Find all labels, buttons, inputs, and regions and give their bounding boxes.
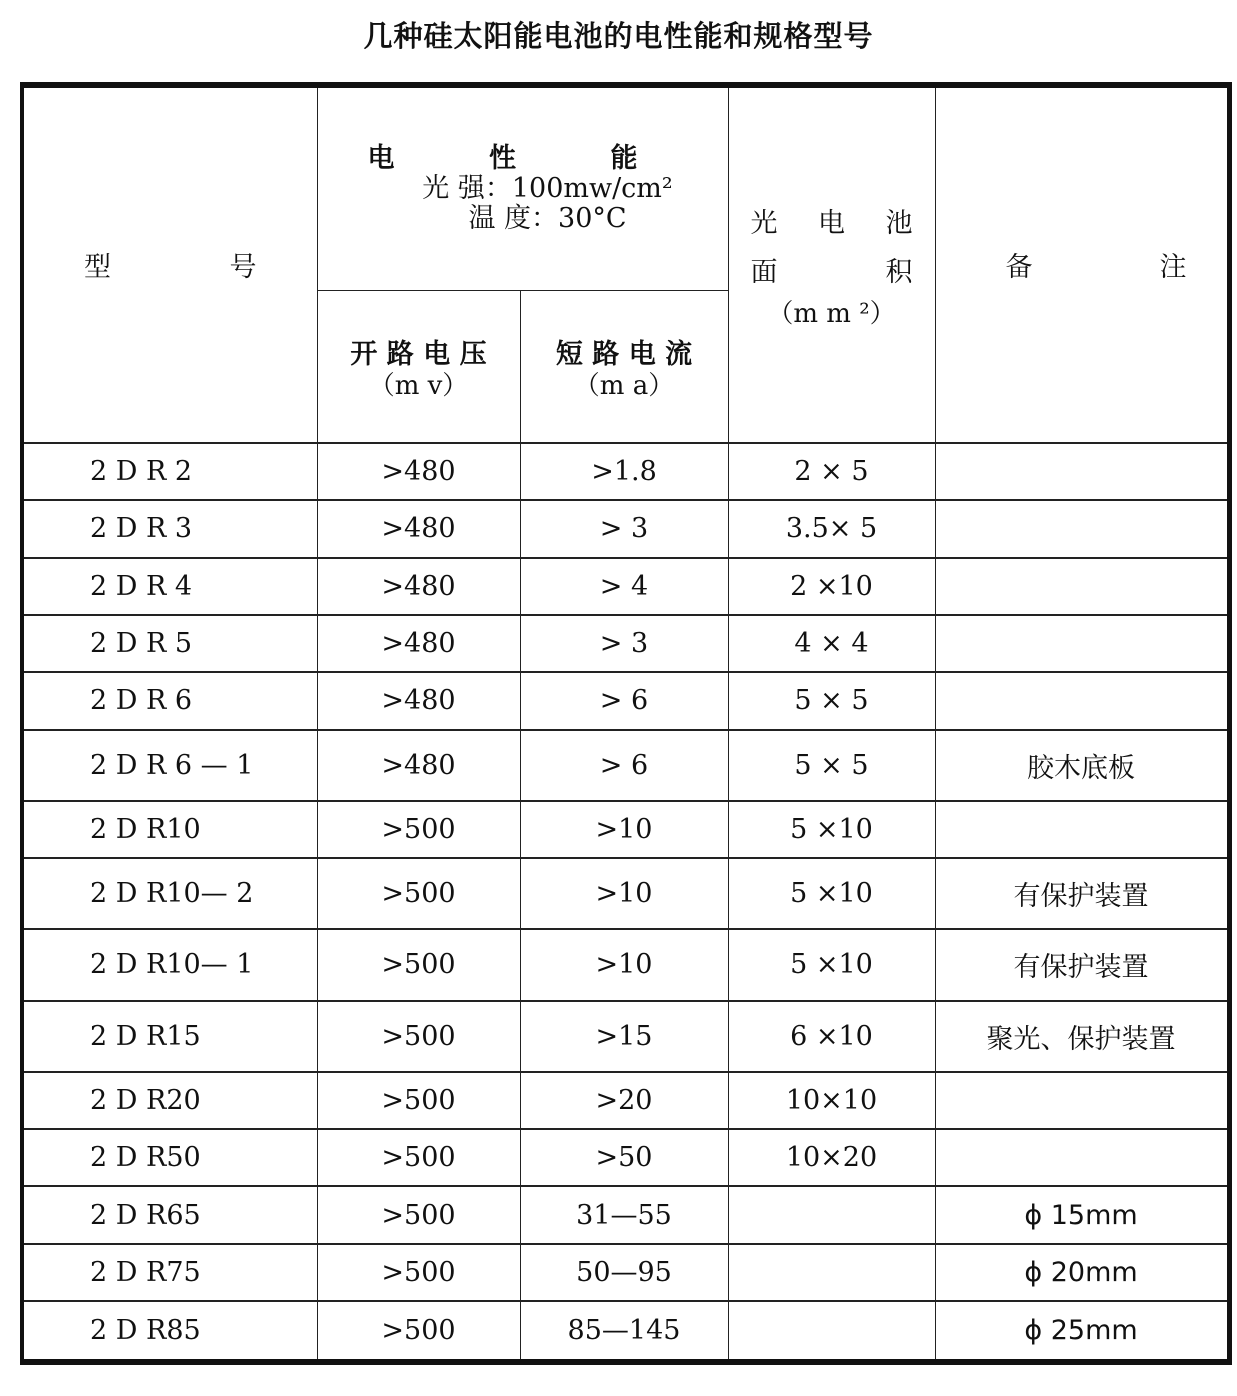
table-row (22, 500, 1229, 557)
cell-model: 2 D R15 (22, 1001, 317, 1072)
table-row (22, 929, 1229, 1000)
table-row (22, 1244, 1229, 1301)
cell-remark: 有保护装置 (935, 858, 1229, 929)
cell-open-circuit-voltage: >500 (317, 929, 520, 1000)
cell-remark (935, 1072, 1229, 1129)
header-row-1 (22, 85, 1229, 290)
header-electrical-performance (317, 85, 728, 290)
header-short-circuit-current: 短 路 电 流 （m a） (520, 290, 728, 443)
cell-open-circuit-voltage: >500 (317, 1129, 520, 1186)
cell-area (728, 1186, 935, 1243)
cell-area: 6 ×10 (728, 1001, 935, 1072)
table-row (22, 858, 1229, 929)
cell-open-circuit-voltage: >480 (317, 558, 520, 615)
cell-open-circuit-voltage: >500 (317, 1244, 520, 1301)
cell-remark (935, 615, 1229, 672)
cell-remark: ϕ 15mm (935, 1186, 1229, 1243)
header-remarks: 备 注 (935, 85, 1229, 443)
cell-open-circuit-voltage: >500 (317, 1001, 520, 1072)
cell-short-circuit-current: 85—145 (520, 1301, 728, 1362)
cell-area: 3.5× 5 (728, 500, 935, 557)
table-row (22, 1001, 1229, 1072)
cell-short-circuit-current: >20 (520, 1072, 728, 1129)
header-model: 型 号 (22, 85, 317, 443)
cell-area: 10×20 (728, 1129, 935, 1186)
cell-open-circuit-voltage: >500 (317, 1301, 520, 1362)
cell-model: 2 D R 4 (22, 558, 317, 615)
cell-short-circuit-current: > 6 (520, 730, 728, 801)
cell-remark (935, 801, 1229, 858)
cell-remark: 有保护装置 (935, 929, 1229, 1000)
cell-area: 2 × 5 (728, 443, 935, 500)
cell-open-circuit-voltage: >500 (317, 801, 520, 858)
cell-remark (935, 1129, 1229, 1186)
cell-short-circuit-current: >10 (520, 929, 728, 1000)
cell-model: 2 D R 2 (22, 443, 317, 500)
cell-short-circuit-current: >10 (520, 801, 728, 858)
cell-area (728, 1301, 935, 1362)
table-row (22, 730, 1229, 801)
cell-model: 2 D R85 (22, 1301, 317, 1362)
table-row (22, 1186, 1229, 1243)
cell-open-circuit-voltage: >480 (317, 500, 520, 557)
cell-remark: 聚光、保护装置 (935, 1001, 1229, 1072)
header-temperature: 温 度：30°C (468, 202, 627, 234)
cell-short-circuit-current: >1.8 (520, 443, 728, 500)
table-title: 几种硅太阳能电池的电性能和规格型号 (363, 19, 874, 53)
cell-short-circuit-current: 31—55 (520, 1186, 728, 1243)
cell-short-circuit-current: > 3 (520, 615, 728, 672)
cell-open-circuit-voltage: >480 (317, 615, 520, 672)
cell-area: 5 ×10 (728, 858, 935, 929)
table-row (22, 1072, 1229, 1129)
table-row (22, 1301, 1229, 1362)
cell-open-circuit-voltage: >500 (317, 1072, 520, 1129)
cell-model: 2 D R 6 (22, 672, 317, 729)
cell-model: 2 D R50 (22, 1129, 317, 1186)
cell-remark (935, 500, 1229, 557)
header-open-circuit-voltage: 开 路 电 压 （m v） (317, 290, 520, 443)
cell-model: 2 D R10— 2 (22, 858, 317, 929)
cell-area: 2 ×10 (728, 558, 935, 615)
cell-model: 2 D R10 (22, 801, 317, 858)
cell-short-circuit-current: 50—95 (520, 1244, 728, 1301)
cell-area (728, 1244, 935, 1301)
table-row (22, 801, 1229, 858)
cell-model: 2 D R 5 (22, 615, 317, 672)
table-row (22, 1129, 1229, 1186)
cell-remark (935, 443, 1229, 500)
cell-open-circuit-voltage: >480 (317, 443, 520, 500)
cell-model: 2 D R75 (22, 1244, 317, 1301)
cell-short-circuit-current: >10 (520, 858, 728, 929)
cell-area: 5 ×10 (728, 801, 935, 858)
cell-open-circuit-voltage: >480 (317, 730, 520, 801)
cell-area: 4 × 4 (728, 615, 935, 672)
cell-remark: 胶木底板 (935, 730, 1229, 801)
cell-remark (935, 558, 1229, 615)
cell-model: 2 D R10— 1 (22, 929, 317, 1000)
cell-short-circuit-current: >50 (520, 1129, 728, 1186)
cell-remark (935, 672, 1229, 729)
solar-cell-spec-table (20, 82, 1232, 1365)
cell-area: 5 ×10 (728, 929, 935, 1000)
cell-area: 5 × 5 (728, 730, 935, 801)
cell-model: 2 D R65 (22, 1186, 317, 1243)
cell-open-circuit-voltage: >500 (317, 1186, 520, 1243)
cell-short-circuit-current: >15 (520, 1001, 728, 1072)
header-cell-area: 光 电 池 面 积 （m m ²） (728, 85, 935, 443)
cell-open-circuit-voltage: >500 (317, 858, 520, 929)
cell-remark: ϕ 20mm (935, 1244, 1229, 1301)
cell-area: 5 × 5 (728, 672, 935, 729)
cell-remark: ϕ 25mm (935, 1301, 1229, 1362)
header-light-intensity: 光 强：100mw/cm² (422, 172, 673, 204)
table-row (22, 443, 1229, 500)
cell-model: 2 D R 3 (22, 500, 317, 557)
cell-short-circuit-current: > 6 (520, 672, 728, 729)
cell-open-circuit-voltage: >480 (317, 672, 520, 729)
header-electrical-label: 电 性 能 (367, 142, 638, 174)
cell-model: 2 D R20 (22, 1072, 317, 1129)
cell-area: 10×10 (728, 1072, 935, 1129)
cell-short-circuit-current: > 3 (520, 500, 728, 557)
table-row (22, 558, 1229, 615)
cell-model: 2 D R 6 — 1 (22, 730, 317, 801)
table-row (22, 615, 1229, 672)
table-row (22, 672, 1229, 729)
cell-short-circuit-current: > 4 (520, 558, 728, 615)
